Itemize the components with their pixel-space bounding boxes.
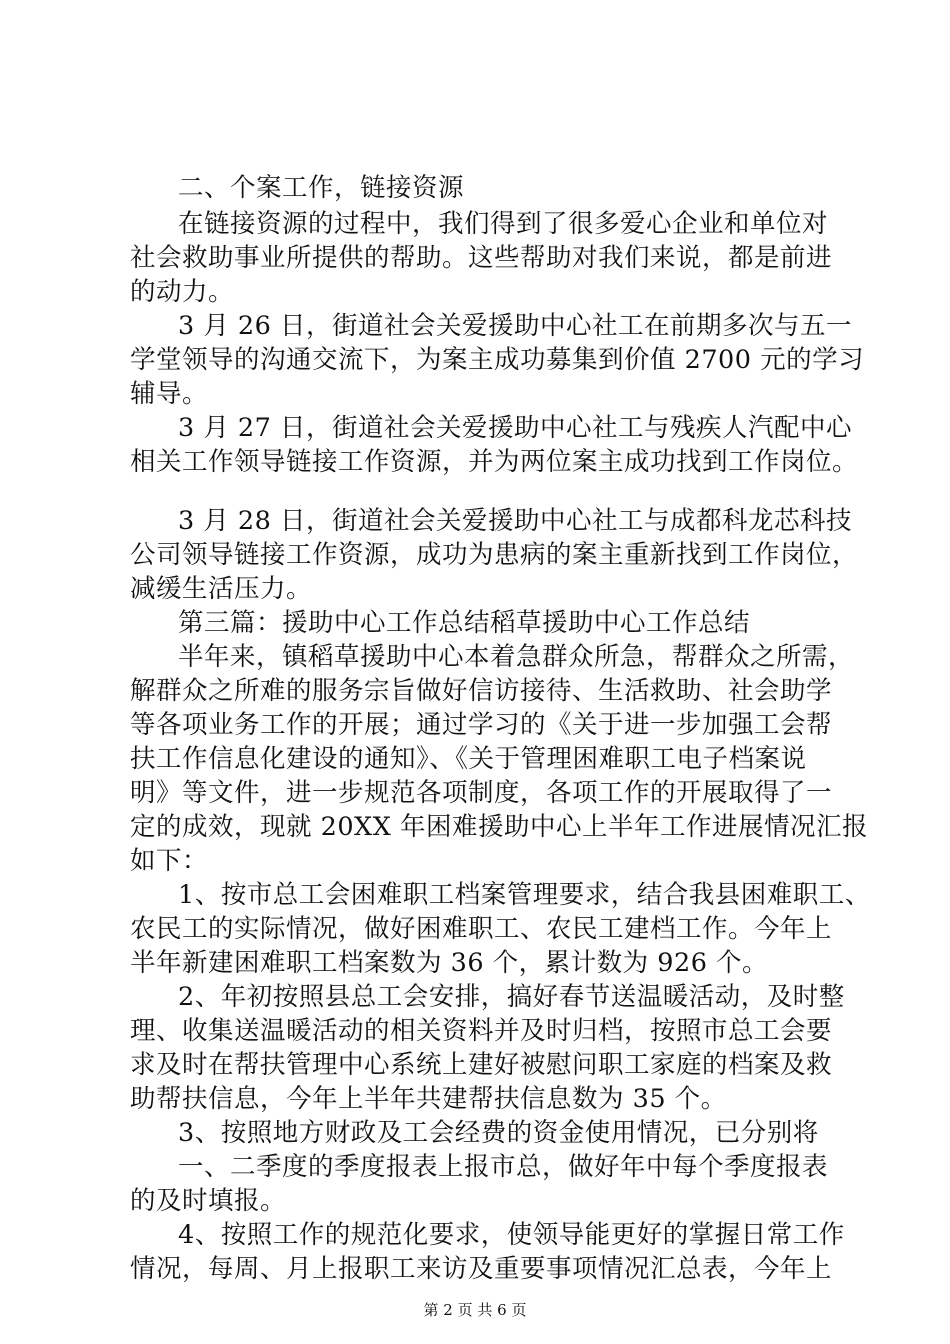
paragraph-line: 助帮扶信息，今年上半年共建帮扶信息数为 35 个。 xyxy=(130,1084,727,1114)
paragraph-line: 2、年初按照县总工会安排，搞好春节送温暖活动，及时整 xyxy=(178,982,845,1012)
paragraph-line: 一、二季度的季度报表上报市总，做好年中每个季度报表 xyxy=(178,1152,829,1182)
paragraph-line: 3 月 26 日，街道社会关爱援助中心社工在前期多次与五一 xyxy=(178,311,852,341)
paragraph-line: 如下： xyxy=(130,846,209,876)
paragraph-line: 理、收集送温暖活动的相关资料并及时归档，按照市总工会要 xyxy=(130,1016,833,1046)
paragraph-line: 辅导。 xyxy=(130,379,209,409)
paragraph-line: 3 月 28 日，街道社会关爱援助中心社工与成都科龙芯科技 xyxy=(178,506,852,536)
paragraph-line: 4、按照工作的规范化要求，使领导能更好的掌握日常工作 xyxy=(178,1220,845,1250)
paragraph-line: 情况，每周、月上报职工来访及重要事项情况汇总表，今年上 xyxy=(130,1254,833,1284)
paragraph-line: 半年新建困难职工档案数为 36 个，累计数为 926 个。 xyxy=(130,948,769,978)
paragraph-line: 半年来，镇稻草援助中心本着急群众所急，帮群众之所需， xyxy=(178,642,855,672)
paragraph-line: 农民工的实际情况，做好困难职工、农民工建档工作。今年上 xyxy=(130,914,833,944)
paragraph-line: 的及时填报。 xyxy=(130,1186,287,1216)
page-number-footer: 第 2 页 共 6 页 xyxy=(423,1301,527,1319)
paragraph-line: 3、按照地方财政及工会经费的资金使用情况，已分别将 xyxy=(178,1118,819,1148)
section-heading: 二、个案工作，链接资源 xyxy=(178,173,465,203)
paragraph-line: 扶工作信息化建设的通知》、《关于管理困难职工电子档案说 xyxy=(130,744,807,774)
paragraph-line: 1、按市总工会困难职工档案管理要求，结合我县困难职工、 xyxy=(178,880,871,910)
paragraph-line: 定的成效，现就 20XX 年困难援助中心上半年工作进展情况汇报 xyxy=(130,812,868,842)
paragraph-line: 求及时在帮扶管理中心系统上建好被慰问职工家庭的档案及救 xyxy=(130,1050,833,1080)
paragraph-line: 社会救助事业所提供的帮助。这些帮助对我们来说，都是前进 xyxy=(130,243,833,273)
paragraph-line: 减缓生活压力。 xyxy=(130,574,313,604)
chapter-heading: 第三篇：援助中心工作总结稻草援助中心工作总结 xyxy=(178,608,751,638)
paragraph-line: 在链接资源的过程中，我们得到了很多爱心企业和单位对 xyxy=(178,209,829,239)
paragraph-line: 相关工作领导链接工作资源，并为两位案主成功找到工作岗位。 xyxy=(130,447,859,477)
paragraph-line: 明》等文件，进一步规范各项制度，各项工作的开展取得了一 xyxy=(130,778,833,808)
paragraph-line: 公司领导链接工作资源，成功为患病的案主重新找到工作岗位， xyxy=(130,540,859,570)
paragraph-line: 的动力。 xyxy=(130,277,235,307)
paragraph-line: 3 月 27 日，街道社会关爱援助中心社工与残疾人汽配中心 xyxy=(178,413,852,443)
paragraph-line: 学堂领导的沟通交流下，为案主成功募集到价值 2700 元的学习 xyxy=(130,345,865,375)
paragraph-line: 解群众之所难的服务宗旨做好信访接待、生活救助、社会助学 xyxy=(130,676,833,706)
paragraph-line: 等各项业务工作的开展；通过学习的《关于进一步加强工会帮 xyxy=(130,710,833,740)
